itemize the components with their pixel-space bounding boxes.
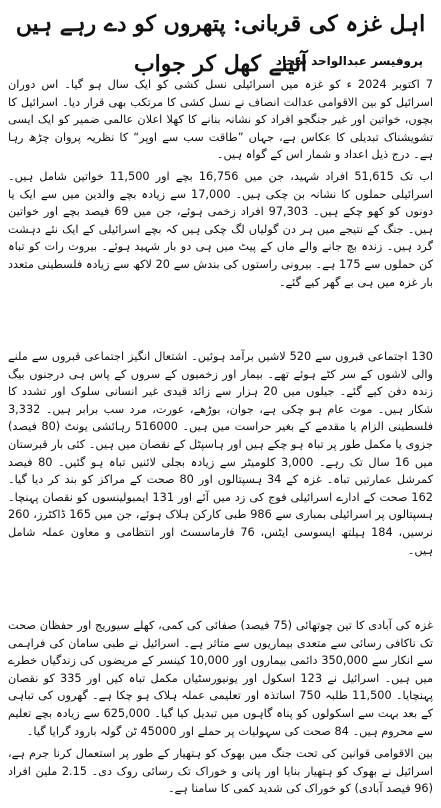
article-paragraph: بین الاقوامی قوانین کی تحت جنگ میں بھوک کو ہتھیار کے طور پر استعمال کرنا جرم ہے، اسرائیل نے بھوک کو ہتھیار بنایا اور پانی و خوراک تک رسائی روک دی۔ 2.15 ملین افراد (96 فیصد آبادی) کو خوراک کی شدید کمی کا سامنا ہے۔ (8, 747, 433, 796)
author-byline: پروفیسر عبدالواحد سجاد (275, 54, 423, 68)
article-body (8, 76, 433, 797)
article-paragraph: 130 اجتماعی قبروں سے 520 لاشیں برآمد ہوئیں۔ اشتعال انگیز اجتماعی قبروں سے ملنے والی لاشوں کے سر کٹے ہوئے تھے۔ بیمار اور زخمیوں کے سروں کے پاس ہی درجنوں بیگ زندہ دفن کیے گئے۔ جیلوں میں 20 ہزار سے زائد قیدی غیر انسانی سلوک اور تشدد کا شکار ہیں۔ موت عام ہو چکی ہے، جوان، بوڑھے، عورت، مرد سب برابر ہیں۔ 3,332 فلسطینی الزام یا مقدمے کے بغیر حراست میں ہیں۔ 516000 رہائشی یونٹ (80 فیصد) جزوی یا مکمل طور پر تباہ ہو چکے ہیں اور ہاسپٹل کے نقصان میں ہیں۔ کئی بار قبرستان میں 16 سال تک رہے۔ 3,000 کلومیٹر سے زیادہ بجلی لائنیں تباہ ہو گئیں۔ 80 فیصد کمرشل عمارتیں تباہ۔ غزہ کے 34 ہسپتالوں اور 80 صحت کے مراکز کو بند کر دیا گیا۔ 162 صحت کے ادارے اسرائیلی فوج کی زد میں آئے اور 131 ایمبولینسوں کو نقصان پہنچا۔ ہسپتالوں پر اسرائیلی بمباری سے 986 طبی کارکن ہلاک ہوئے، جن میں 165 ڈاکٹرز، 260 نرسیں، 184 ہیلتھ ایسوسی ایٹس، 76 فارماسسٹ اور انتظامی و معاون عملہ شامل ہیں۔ (8, 350, 433, 557)
article-paragraph: غزہ کی آبادی کا تین چوتھائی (75 فیصد) صفائی کی کمی، کھلے سیوریج اور حفظان صحت تک ناکافی رسائی سے متعدی بیماریوں سے متاثر ہے۔ اسرائیل نے طبی سامان کی فراہمی سے انکار سے 350,000 دائمی بیماروں اور 10,000 کینسر کے مریضوں کی زندگیاں خطرے میں ہیں۔ اسرائیل نے 123 اسکول اور یونیورسٹیاں مکمل تباہ کیں اور 335 کو نقصان پہنچایا۔ 11,500 طلبہ 750 اساتذہ اور تعلیمی عملہ ہلاک ہو چکا ہے۔ گھروں کی تباہی کے بعد بہت سے اسکولوں کو پناہ گاہوں میں تبدیل کیا گیا۔ 625,000 سے زیادہ بچے تعلیم سے محروم ہیں۔ 84 صحت کی سہولیات پر حملے اور 45000 ٹن گولہ بارود گرایا گیا۔ (8, 619, 434, 738)
article-paragraph: 7 اکتوبر 2024 ء کو غزہ میں اسرائیلی نسل کشی کو ایک سال ہو گیا۔ اس دوران اسرائیل کو بین الاقوامی عدالت انصاف نے نسل کشی کا مرتکب بھی قرار دیا۔ اسرائیل کا بچوں، خواتین اور غیر جنگجو افراد کو نشانہ بنانے کا کھلا اعلان عالمی ضمیر کو ایک ایسی تشویشناک تبدیلی کا عکاس ہے، جہاں ”طاقت سب سے اوپر“ کا نظریہ پروان چڑھ رہا ہے۔ درج ذیل اعداد و شمار اس کے گواہ ہیں۔ (8, 78, 433, 162)
article-headline: اہل غزہ کی قربانی: پتھروں کو دے رہے ہیں آئینے کھل کر جواب (15, 11, 426, 77)
article-paragraph: اب تک 51,615 افراد شہید، جن میں 16,756 بچے اور 11,500 خواتین شامل ہیں۔ اسرائیلی حملوں کا نشانہ بن چکی ہیں۔ 17,000 سے زیادہ بچے والدین میں سے ایک یا دونوں کو کھو چکے ہیں۔ 97,303 افراد زخمی ہوئے، جن میں 69 فیصد بچے اور خواتین ہیں۔ جنگ کے نتیجے میں ہر دن گولیاں لگ چکی ہیں کہ بچے اسرائیلی کے ایک نئے دہشت گرد ہیں۔ زندہ بچ جانے والے ماں کے پیٹ میں ہی دو بار شہید ہوئے۔ بیروت رات کو تباہ کن حملوں سے 175 ہے۔ بیرونی راستوں کی بندش سے 20 لاکھ سے زیادہ فلسطینی متعدد بار غزہ میں ہی بے گھر کیے گئے۔ (8, 170, 433, 289)
